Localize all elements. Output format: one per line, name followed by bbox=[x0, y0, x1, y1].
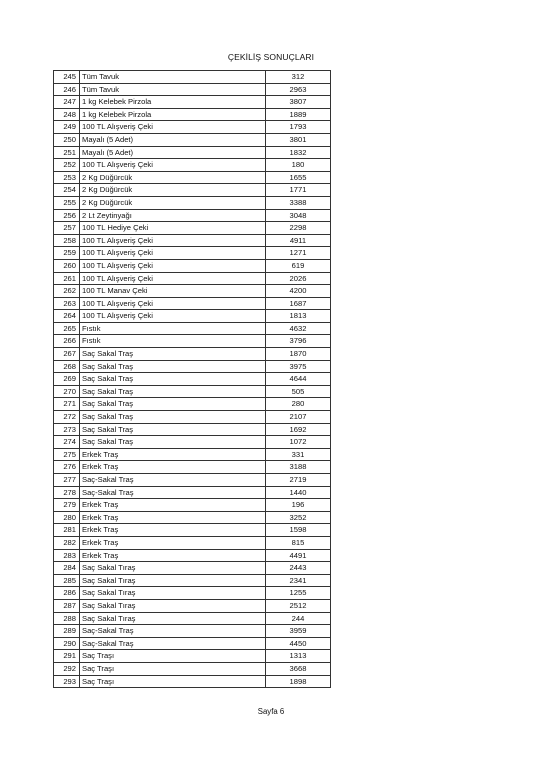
prize-name: Erkek Traş bbox=[80, 524, 266, 537]
table-row bbox=[54, 562, 331, 575]
table-row bbox=[54, 612, 331, 625]
prize-name: Saç Traşı bbox=[80, 662, 266, 675]
row-number: 255 bbox=[54, 196, 80, 209]
table-row bbox=[54, 574, 331, 587]
table-row bbox=[54, 234, 331, 247]
row-number: 287 bbox=[54, 599, 80, 612]
table-row bbox=[54, 247, 331, 260]
prize-name: 100 TL Alışveriş Çeki bbox=[80, 159, 266, 172]
table-row bbox=[54, 436, 331, 449]
prize-name: 100 TL Alışveriş Çeki bbox=[80, 259, 266, 272]
ticket-number: 4491 bbox=[266, 549, 331, 562]
row-number: 260 bbox=[54, 259, 80, 272]
row-number: 251 bbox=[54, 146, 80, 159]
row-number: 271 bbox=[54, 398, 80, 411]
page-title: ÇEKİLİŞ SONUÇLARI bbox=[227, 52, 315, 62]
table-row bbox=[54, 499, 331, 512]
ticket-number: 1832 bbox=[266, 146, 331, 159]
row-number: 293 bbox=[54, 675, 80, 688]
row-number: 275 bbox=[54, 448, 80, 461]
prize-name: Saç Sakal Traş bbox=[80, 436, 266, 449]
prize-name: Saç Sakal Traş bbox=[80, 348, 266, 361]
ticket-number: 244 bbox=[266, 612, 331, 625]
row-number: 270 bbox=[54, 385, 80, 398]
table-row bbox=[54, 587, 331, 600]
table-row bbox=[54, 536, 331, 549]
ticket-number: 3807 bbox=[266, 96, 331, 109]
row-number: 250 bbox=[54, 133, 80, 146]
row-number: 285 bbox=[54, 574, 80, 587]
table-row bbox=[54, 83, 331, 96]
ticket-number: 3188 bbox=[266, 461, 331, 474]
table-row bbox=[54, 599, 331, 612]
table-row bbox=[54, 448, 331, 461]
table-row bbox=[54, 360, 331, 373]
row-number: 292 bbox=[54, 662, 80, 675]
ticket-number: 180 bbox=[266, 159, 331, 172]
prize-name: Saç Sakal Traş bbox=[80, 373, 266, 386]
row-number: 273 bbox=[54, 423, 80, 436]
prize-name: Mayalı (5 Adet) bbox=[80, 133, 266, 146]
row-number: 291 bbox=[54, 650, 80, 663]
table-row bbox=[54, 549, 331, 562]
prize-name: Saç-Sakal Traş bbox=[80, 625, 266, 638]
ticket-number: 2512 bbox=[266, 599, 331, 612]
prize-name: Saç Sakal Tıraş bbox=[80, 599, 266, 612]
ticket-number: 1313 bbox=[266, 650, 331, 663]
row-number: 268 bbox=[54, 360, 80, 373]
prize-name: Saç Sakal Tıraş bbox=[80, 562, 266, 575]
ticket-number: 3959 bbox=[266, 625, 331, 638]
table-row bbox=[54, 662, 331, 675]
table-row bbox=[54, 650, 331, 663]
prize-name: Erkek Traş bbox=[80, 549, 266, 562]
row-number: 264 bbox=[54, 310, 80, 323]
row-number: 247 bbox=[54, 96, 80, 109]
results-table bbox=[53, 70, 331, 688]
row-number: 277 bbox=[54, 474, 80, 487]
prize-name: Fıstık bbox=[80, 335, 266, 348]
table-row bbox=[54, 411, 331, 424]
row-number: 280 bbox=[54, 511, 80, 524]
prize-name: 100 TL Alışveriş Çeki bbox=[80, 247, 266, 260]
ticket-number: 3796 bbox=[266, 335, 331, 348]
prize-name: 100 TL Alışveriş Çeki bbox=[80, 121, 266, 134]
ticket-number: 4450 bbox=[266, 637, 331, 650]
prize-name: Erkek Traş bbox=[80, 536, 266, 549]
table-row bbox=[54, 637, 331, 650]
ticket-number: 2719 bbox=[266, 474, 331, 487]
row-number: 263 bbox=[54, 297, 80, 310]
row-number: 286 bbox=[54, 587, 80, 600]
prize-name: 1 kg Kelebek Pirzola bbox=[80, 96, 266, 109]
ticket-number: 2443 bbox=[266, 562, 331, 575]
prize-name: Saç Sakal Traş bbox=[80, 360, 266, 373]
prize-name: Tüm Tavuk bbox=[80, 83, 266, 96]
row-number: 252 bbox=[54, 159, 80, 172]
table-row bbox=[54, 196, 331, 209]
prize-name: 100 TL Manav Çeki bbox=[80, 285, 266, 298]
ticket-number: 1870 bbox=[266, 348, 331, 361]
ticket-number: 3048 bbox=[266, 209, 331, 222]
table-row bbox=[54, 511, 331, 524]
row-number: 257 bbox=[54, 222, 80, 235]
ticket-number: 2341 bbox=[266, 574, 331, 587]
row-number: 267 bbox=[54, 348, 80, 361]
ticket-number: 331 bbox=[266, 448, 331, 461]
row-number: 245 bbox=[54, 71, 80, 84]
table-row bbox=[54, 675, 331, 688]
row-number: 283 bbox=[54, 549, 80, 562]
ticket-number: 1692 bbox=[266, 423, 331, 436]
ticket-number: 3801 bbox=[266, 133, 331, 146]
table-row bbox=[54, 272, 331, 285]
ticket-number: 1271 bbox=[266, 247, 331, 260]
row-number: 290 bbox=[54, 637, 80, 650]
ticket-number: 1898 bbox=[266, 675, 331, 688]
table-row bbox=[54, 625, 331, 638]
prize-name: 2 Kg Düğürcük bbox=[80, 184, 266, 197]
table-row bbox=[54, 524, 331, 537]
row-number: 246 bbox=[54, 83, 80, 96]
ticket-number: 3388 bbox=[266, 196, 331, 209]
ticket-number: 2107 bbox=[266, 411, 331, 424]
prize-name: Saç Sakal Traş bbox=[80, 398, 266, 411]
prize-name: Tüm Tavuk bbox=[80, 71, 266, 84]
prize-name: Saç Sakal Tıraş bbox=[80, 587, 266, 600]
prize-name: Saç Traşı bbox=[80, 675, 266, 688]
table-row bbox=[54, 133, 331, 146]
prize-name: 1 kg Kelebek Pirzola bbox=[80, 108, 266, 121]
table-row bbox=[54, 310, 331, 323]
prize-name: 100 TL Hediye Çeki bbox=[80, 222, 266, 235]
table-row bbox=[54, 259, 331, 272]
row-number: 281 bbox=[54, 524, 80, 537]
ticket-number: 4911 bbox=[266, 234, 331, 247]
prize-name: 100 TL Alışveriş Çeki bbox=[80, 234, 266, 247]
row-number: 265 bbox=[54, 322, 80, 335]
ticket-number: 505 bbox=[266, 385, 331, 398]
prize-name: Saç Sakal Tıraş bbox=[80, 612, 266, 625]
row-number: 278 bbox=[54, 486, 80, 499]
prize-name: 100 TL Alışveriş Çeki bbox=[80, 297, 266, 310]
ticket-number: 1813 bbox=[266, 310, 331, 323]
ticket-number: 2026 bbox=[266, 272, 331, 285]
prize-name: Erkek Traş bbox=[80, 461, 266, 474]
ticket-number: 1255 bbox=[266, 587, 331, 600]
table-row bbox=[54, 373, 331, 386]
ticket-number: 1440 bbox=[266, 486, 331, 499]
table-row bbox=[54, 461, 331, 474]
table-row bbox=[54, 96, 331, 109]
ticket-number: 4632 bbox=[266, 322, 331, 335]
row-number: 258 bbox=[54, 234, 80, 247]
table-row bbox=[54, 322, 331, 335]
ticket-number: 1655 bbox=[266, 171, 331, 184]
table-row bbox=[54, 348, 331, 361]
prize-name: 100 TL Alışveriş Çeki bbox=[80, 272, 266, 285]
row-number: 254 bbox=[54, 184, 80, 197]
ticket-number: 3975 bbox=[266, 360, 331, 373]
table-row bbox=[54, 385, 331, 398]
row-number: 259 bbox=[54, 247, 80, 260]
row-number: 288 bbox=[54, 612, 80, 625]
table-row bbox=[54, 146, 331, 159]
table-row bbox=[54, 121, 331, 134]
ticket-number: 815 bbox=[266, 536, 331, 549]
ticket-number: 4644 bbox=[266, 373, 331, 386]
prize-name: Saç Sakal Traş bbox=[80, 385, 266, 398]
table-row bbox=[54, 335, 331, 348]
prize-name: 100 TL Alışveriş Çeki bbox=[80, 310, 266, 323]
table-row bbox=[54, 108, 331, 121]
ticket-number: 1889 bbox=[266, 108, 331, 121]
prize-name: Saç-Sakal Traş bbox=[80, 637, 266, 650]
row-number: 248 bbox=[54, 108, 80, 121]
ticket-number: 196 bbox=[266, 499, 331, 512]
ticket-number: 280 bbox=[266, 398, 331, 411]
row-number: 279 bbox=[54, 499, 80, 512]
table-row bbox=[54, 423, 331, 436]
ticket-number: 3668 bbox=[266, 662, 331, 675]
table-row bbox=[54, 486, 331, 499]
table-row bbox=[54, 474, 331, 487]
row-number: 262 bbox=[54, 285, 80, 298]
row-number: 269 bbox=[54, 373, 80, 386]
prize-name: 2 Lt Zeytinyağı bbox=[80, 209, 266, 222]
row-number: 261 bbox=[54, 272, 80, 285]
ticket-number: 1072 bbox=[266, 436, 331, 449]
ticket-number: 1771 bbox=[266, 184, 331, 197]
results-table-body bbox=[54, 71, 331, 688]
row-number: 274 bbox=[54, 436, 80, 449]
row-number: 284 bbox=[54, 562, 80, 575]
prize-name: Saç Sakal Traş bbox=[80, 423, 266, 436]
row-number: 256 bbox=[54, 209, 80, 222]
ticket-number: 3252 bbox=[266, 511, 331, 524]
ticket-number: 312 bbox=[266, 71, 331, 84]
table-row bbox=[54, 285, 331, 298]
prize-name: Erkek Traş bbox=[80, 511, 266, 524]
row-number: 272 bbox=[54, 411, 80, 424]
ticket-number: 1687 bbox=[266, 297, 331, 310]
prize-name: Saç-Sakal Traş bbox=[80, 486, 266, 499]
row-number: 253 bbox=[54, 171, 80, 184]
prize-name: 2 Kg Düğürcük bbox=[80, 196, 266, 209]
prize-name: Saç Traşı bbox=[80, 650, 266, 663]
prize-name: Saç Sakal Traş bbox=[80, 411, 266, 424]
table-row bbox=[54, 222, 331, 235]
prize-name: 2 Kg Düğürcük bbox=[80, 171, 266, 184]
page-number: Sayfa 6 bbox=[257, 707, 285, 716]
ticket-number: 1793 bbox=[266, 121, 331, 134]
row-number: 289 bbox=[54, 625, 80, 638]
prize-name: Erkek Traş bbox=[80, 448, 266, 461]
ticket-number: 2298 bbox=[266, 222, 331, 235]
table-row bbox=[54, 184, 331, 197]
row-number: 282 bbox=[54, 536, 80, 549]
table-row bbox=[54, 398, 331, 411]
ticket-number: 2963 bbox=[266, 83, 331, 96]
table-row bbox=[54, 71, 331, 84]
ticket-number: 4200 bbox=[266, 285, 331, 298]
table-row bbox=[54, 159, 331, 172]
row-number: 249 bbox=[54, 121, 80, 134]
row-number: 266 bbox=[54, 335, 80, 348]
ticket-number: 1598 bbox=[266, 524, 331, 537]
table-row bbox=[54, 209, 331, 222]
table-row bbox=[54, 297, 331, 310]
prize-name: Erkek Traş bbox=[80, 499, 266, 512]
row-number: 276 bbox=[54, 461, 80, 474]
ticket-number: 619 bbox=[266, 259, 331, 272]
prize-name: Mayalı (5 Adet) bbox=[80, 146, 266, 159]
prize-name: Fıstık bbox=[80, 322, 266, 335]
prize-name: Saç-Sakal Traş bbox=[80, 474, 266, 487]
table-row bbox=[54, 171, 331, 184]
prize-name: Saç Sakal Tıraş bbox=[80, 574, 266, 587]
